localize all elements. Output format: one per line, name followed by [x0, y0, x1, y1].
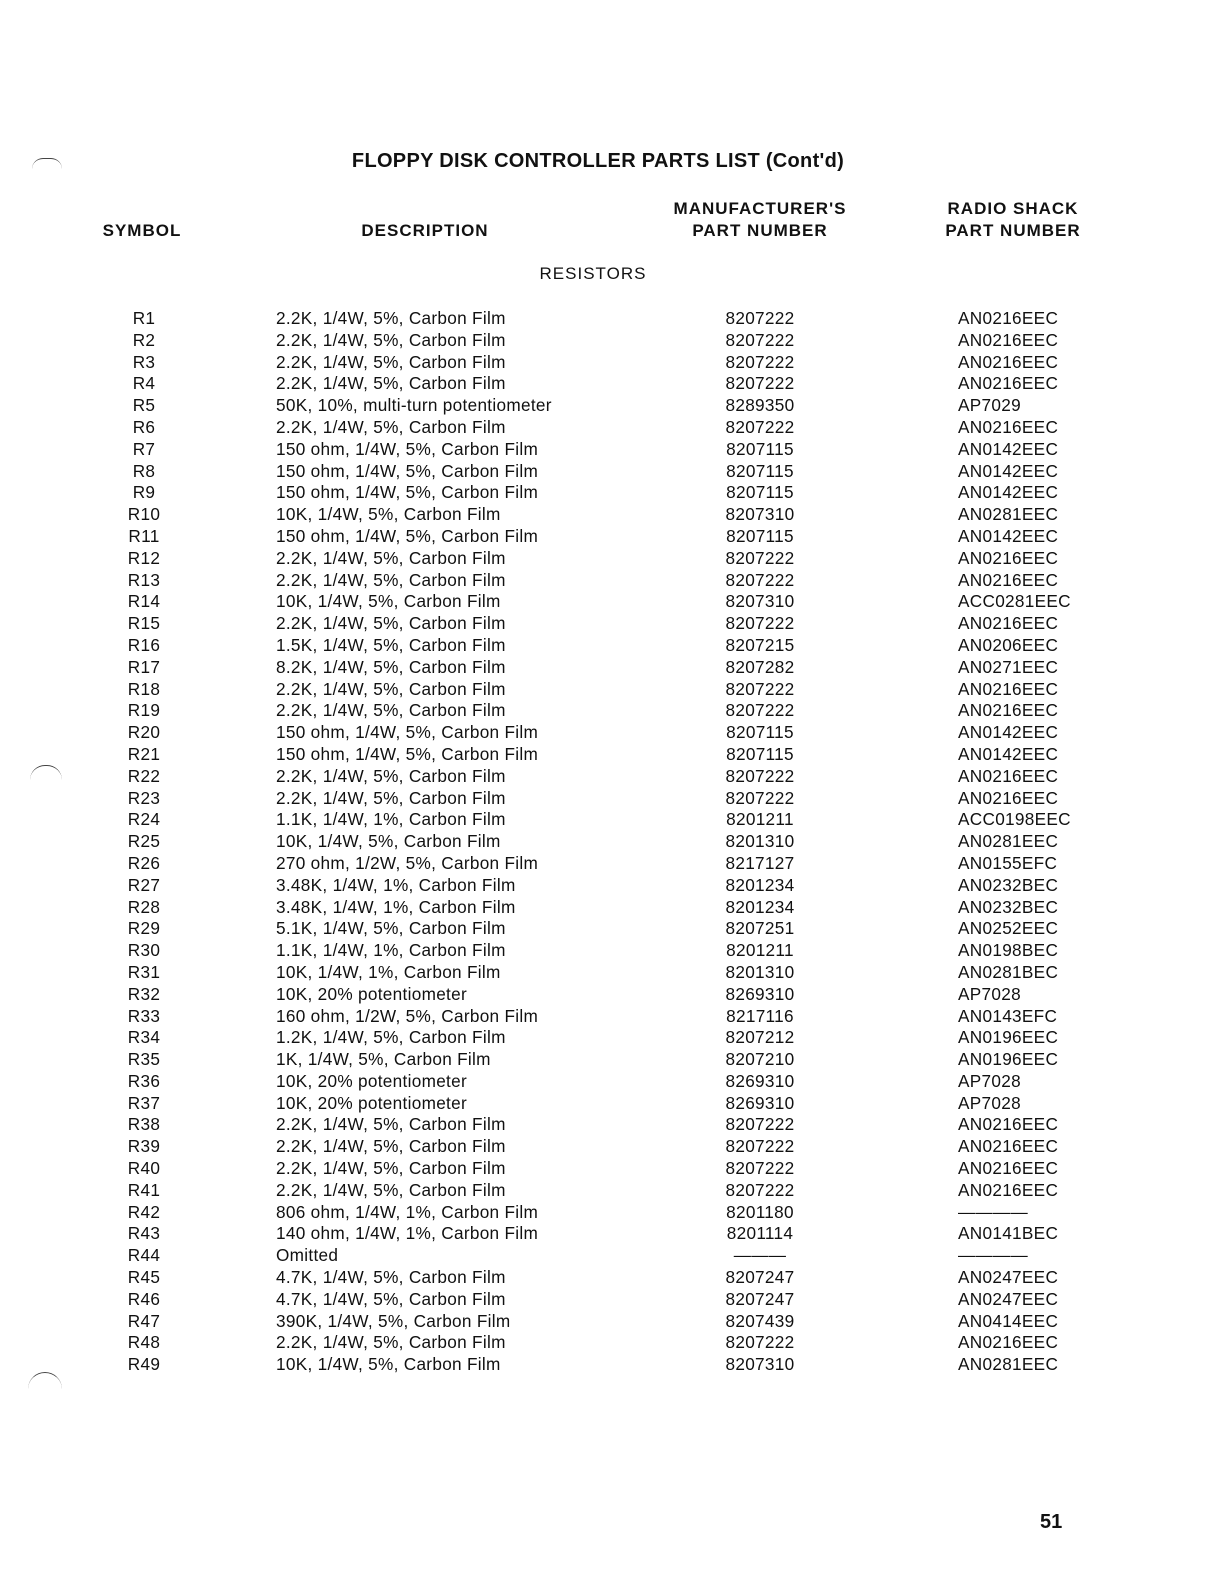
description-cell: 150 ohm, 1/4W, 5%, Carbon Film [276, 743, 539, 764]
radioshack-part-number-cell: AN0232BEC [958, 896, 1059, 917]
radioshack-part-number-cell: AN0281EEC [958, 1354, 1059, 1375]
table-row [0, 918, 1224, 940]
manufacturer-part-number-cell: 8207222 [725, 765, 795, 786]
radioshack-part-number-cell: AP7029 [958, 395, 1021, 416]
table-row [0, 373, 1224, 395]
table-row [0, 853, 1224, 875]
radioshack-part-number-cell: AN0414EEC [958, 1310, 1059, 1331]
manufacturer-part-number-cell: 8207222 [725, 329, 795, 350]
description-cell: 1.1K, 1/4W, 1%, Carbon Film [276, 940, 506, 961]
description-cell: 2.2K, 1/4W, 5%, Carbon Film [276, 678, 506, 699]
manufacturer-part-number-cell: 8207251 [725, 918, 795, 939]
manufacturer-part-number-cell: 8207212 [725, 1027, 795, 1048]
radioshack-part-number-cell: AN0216EEC [958, 373, 1059, 394]
parts-table [0, 308, 1224, 1376]
manufacturer-part-number-cell: 8217116 [726, 1005, 794, 1026]
manufacturer-part-number-cell: 8201114 [726, 1223, 794, 1244]
table-row [0, 1354, 1224, 1376]
description-cell: 270 ohm, 1/2W, 5%, Carbon Film [276, 852, 539, 873]
manufacturer-part-number-cell: 8207222 [725, 351, 795, 372]
symbol-cell: R46 [127, 1288, 161, 1309]
manufacturer-part-number-cell: 8207115 [726, 460, 794, 481]
description-cell: 10K, 1/4W, 1%, Carbon Film [276, 961, 501, 982]
description-cell: 10K, 20% potentiometer [276, 1070, 468, 1091]
column-header-manufacturer-part-number [640, 198, 880, 242]
manufacturer-part-number-cell: 8207115 [726, 525, 794, 546]
radioshack-part-number-cell: AN0247EEC [958, 1267, 1059, 1288]
radioshack-part-number-cell: AN0252EEC [958, 918, 1059, 939]
radioshack-part-number-cell: AN0143EFC [958, 1005, 1058, 1026]
manufacturer-part-number-cell: 8207222 [725, 700, 795, 721]
symbol-cell: R2 [132, 329, 156, 350]
description-cell: 2.2K, 1/4W, 5%, Carbon Film [276, 329, 506, 350]
manufacturer-part-number-cell: 8207222 [725, 547, 795, 568]
manufacturer-part-number-cell: 8207222 [725, 678, 795, 699]
symbol-cell: R12 [127, 547, 161, 568]
column-header-symbol-text: SYMBOL [102, 221, 182, 240]
radioshack-part-number-cell: AN0216EEC [958, 569, 1059, 590]
radioshack-part-number-cell: AN0216EEC [958, 1136, 1059, 1157]
symbol-cell: R30 [127, 940, 161, 961]
radioshack-part-number-cell: AN0142EEC [958, 743, 1059, 764]
radioshack-part-number-cell: AN0142EEC [958, 460, 1059, 481]
symbol-cell: R37 [127, 1092, 161, 1113]
symbol-cell: R18 [127, 678, 161, 699]
table-row [0, 1114, 1224, 1136]
symbol-cell: R16 [127, 634, 161, 655]
symbol-cell: R7 [132, 438, 156, 459]
symbol-cell: R25 [127, 831, 161, 852]
manufacturer-part-number-cell: 8201211 [726, 940, 794, 961]
page-title: FLOPPY DISK CONTROLLER PARTS LIST (Cont'd) [351, 150, 845, 172]
radioshack-part-number-cell: AN0196EEC [958, 1027, 1059, 1048]
symbol-cell: R22 [127, 765, 161, 786]
radioshack-part-number-cell: AP7028 [958, 983, 1021, 1004]
description-cell: 2.2K, 1/4W, 5%, Carbon Film [276, 547, 506, 568]
radioshack-part-number-cell: AN0281BEC [958, 961, 1059, 982]
radioshack-part-number-cell: AP7028 [958, 1070, 1021, 1091]
table-row [0, 1158, 1224, 1180]
table-row [0, 635, 1224, 657]
manufacturer-part-number-cell: 8201234 [725, 874, 795, 895]
column-header-manufacturer-line1: MANUFACTURER'S [673, 199, 847, 218]
table-row [0, 591, 1224, 613]
radioshack-part-number-cell: ———— [958, 1245, 1028, 1266]
column-header-radioshack-part-number [900, 198, 1126, 242]
description-cell: 2.2K, 1/4W, 5%, Carbon Film [276, 1136, 506, 1157]
manufacturer-part-number-cell: 8207310 [725, 1354, 795, 1375]
radioshack-part-number-cell: AN0206EEC [958, 634, 1059, 655]
table-row [0, 1311, 1224, 1333]
radioshack-part-number-cell: AN0281EEC [958, 504, 1059, 525]
radioshack-part-number-cell: AN0216EEC [958, 351, 1059, 372]
symbol-cell: R28 [127, 896, 161, 917]
manufacturer-part-number-cell: 8207222 [725, 613, 795, 634]
radioshack-part-number-cell: AN0281EEC [958, 831, 1059, 852]
description-cell: 140 ohm, 1/4W, 1%, Carbon Film [276, 1223, 539, 1244]
symbol-cell: R11 [128, 525, 160, 546]
radioshack-part-number-cell: AN0216EEC [958, 787, 1059, 808]
description-cell: 2.2K, 1/4W, 5%, Carbon Film [276, 1158, 506, 1179]
description-cell: 3.48K, 1/4W, 1%, Carbon Film [276, 874, 516, 895]
manufacturer-part-number-cell: 8289350 [725, 395, 795, 416]
description-cell: 2.2K, 1/4W, 5%, Carbon Film [276, 373, 506, 394]
symbol-cell: R9 [132, 482, 156, 503]
symbol-cell: R13 [127, 569, 161, 590]
manufacturer-part-number-cell: 8201310 [725, 961, 795, 982]
radioshack-part-number-cell: AN0247EEC [958, 1288, 1059, 1309]
symbol-cell: R5 [132, 395, 156, 416]
manufacturer-part-number-cell: 8207115 [726, 743, 794, 764]
description-cell: 806 ohm, 1/4W, 1%, Carbon Film [276, 1201, 539, 1222]
symbol-cell: R26 [127, 852, 161, 873]
radioshack-part-number-cell: AN0216EEC [958, 1158, 1059, 1179]
table-row [0, 330, 1224, 352]
description-cell: 2.2K, 1/4W, 5%, Carbon Film [276, 1332, 506, 1353]
symbol-cell: R40 [127, 1158, 161, 1179]
radioshack-part-number-cell: ACC0198EEC [958, 809, 1071, 830]
symbol-cell: R4 [132, 373, 156, 394]
description-cell: 50K, 10%, multi-turn potentiometer [276, 395, 552, 416]
symbol-cell: R29 [127, 918, 161, 939]
table-row [0, 1180, 1224, 1202]
table-row [0, 788, 1224, 810]
radioshack-part-number-cell: ———— [958, 1201, 1028, 1222]
table-row [0, 439, 1224, 461]
description-cell: 3.48K, 1/4W, 1%, Carbon Film [276, 896, 516, 917]
manufacturer-part-number-cell: 8207247 [725, 1267, 795, 1288]
symbol-cell: R8 [132, 460, 156, 481]
description-cell: 10K, 1/4W, 5%, Carbon Film [276, 831, 501, 852]
symbol-cell: R6 [132, 416, 156, 437]
table-row [0, 548, 1224, 570]
radioshack-part-number-cell: AN0271EEC [958, 656, 1059, 677]
symbol-cell: R35 [127, 1049, 161, 1070]
column-header-manufacturer-line2: PART NUMBER [692, 221, 828, 240]
radioshack-part-number-cell: AN0216EEC [958, 329, 1059, 350]
table-row [0, 461, 1224, 483]
table-row [0, 1267, 1224, 1289]
description-cell: 2.2K, 1/4W, 5%, Carbon Film [276, 787, 506, 808]
manufacturer-part-number-cell: 8207247 [725, 1288, 795, 1309]
radioshack-part-number-cell: AN0142EEC [958, 438, 1059, 459]
radioshack-part-number-cell: AN0198BEC [958, 940, 1059, 961]
symbol-cell: R1 [132, 308, 156, 328]
symbol-cell: R24 [127, 809, 161, 830]
manufacturer-part-number-cell: 8201180 [726, 1201, 794, 1222]
radioshack-part-number-cell: AN0216EEC [958, 1114, 1059, 1135]
manufacturer-part-number-cell: 8207222 [725, 1158, 795, 1179]
description-cell: 10K, 1/4W, 5%, Carbon Film [276, 1354, 501, 1375]
description-cell: 150 ohm, 1/4W, 5%, Carbon Film [276, 460, 539, 481]
table-row [0, 1223, 1224, 1245]
radioshack-part-number-cell: AN0196EEC [958, 1049, 1059, 1070]
manufacturer-part-number-cell: 8201234 [725, 896, 795, 917]
radioshack-part-number-cell: AN0216EEC [958, 678, 1059, 699]
symbol-cell: R19 [127, 700, 161, 721]
table-row [0, 395, 1224, 417]
description-cell: 150 ohm, 1/4W, 5%, Carbon Film [276, 438, 539, 459]
manufacturer-part-number-cell: 8269310 [725, 1092, 795, 1113]
symbol-cell: R3 [132, 351, 156, 372]
symbol-cell: R45 [127, 1267, 161, 1288]
table-row [0, 417, 1224, 439]
table-row [0, 722, 1224, 744]
symbol-cell: R39 [127, 1136, 161, 1157]
table-row [0, 1027, 1224, 1049]
description-cell: 1K, 1/4W, 5%, Carbon Film [276, 1049, 491, 1070]
table-row [0, 1071, 1224, 1093]
symbol-cell: R23 [127, 787, 161, 808]
description-cell: 10K, 20% potentiometer [276, 1092, 468, 1113]
table-row [0, 657, 1224, 679]
description-cell: 8.2K, 1/4W, 5%, Carbon Film [276, 656, 506, 677]
symbol-cell: R38 [127, 1114, 161, 1135]
symbol-cell: R49 [127, 1354, 161, 1375]
table-row [0, 352, 1224, 374]
radioshack-part-number-cell: AP7028 [958, 1092, 1021, 1113]
table-row [0, 504, 1224, 526]
radioshack-part-number-cell: AN0232BEC [958, 874, 1059, 895]
radioshack-part-number-cell: AN0216EEC [958, 765, 1059, 786]
radioshack-part-number-cell: AN0216EEC [958, 700, 1059, 721]
radioshack-part-number-cell: AN0216EEC [958, 308, 1059, 328]
symbol-cell: R41 [127, 1179, 161, 1200]
column-header-radioshack-line2: PART NUMBER [945, 221, 1081, 240]
radioshack-part-number-cell: AN0216EEC [958, 1179, 1059, 1200]
radioshack-part-number-cell: ACC0281EEC [958, 591, 1071, 612]
manufacturer-part-number-cell: ——— [733, 1245, 787, 1266]
table-row [0, 308, 1224, 330]
manufacturer-part-number-cell: 8207222 [725, 1332, 795, 1353]
manufacturer-part-number-cell: 8207215 [725, 634, 795, 655]
radioshack-part-number-cell: AN0155EFC [958, 852, 1058, 873]
table-row [0, 700, 1224, 722]
table-row [0, 526, 1224, 548]
manufacturer-part-number-cell: 8207222 [725, 787, 795, 808]
column-header-description-text: DESCRIPTION [361, 221, 489, 240]
manufacturer-part-number-cell: 8207222 [725, 373, 795, 394]
table-row [0, 766, 1224, 788]
table-row [0, 809, 1224, 831]
manufacturer-part-number-cell: 8207310 [725, 591, 795, 612]
table-row [0, 831, 1224, 853]
manufacturer-part-number-cell: 8207222 [725, 308, 795, 328]
symbol-cell: R27 [127, 874, 161, 895]
description-cell: 2.2K, 1/4W, 5%, Carbon Film [276, 308, 506, 328]
table-row [0, 482, 1224, 504]
description-cell: 5.1K, 1/4W, 5%, Carbon Film [276, 918, 506, 939]
table-row [0, 1049, 1224, 1071]
manufacturer-part-number-cell: 8207282 [725, 656, 795, 677]
description-cell: Omitted [276, 1245, 339, 1266]
symbol-cell: R32 [127, 983, 161, 1004]
symbol-cell: R31 [127, 961, 161, 982]
margin-mark [32, 158, 62, 169]
manufacturer-part-number-cell: 8217127 [725, 852, 795, 873]
table-row [0, 613, 1224, 635]
manufacturer-part-number-cell: 8269310 [725, 983, 795, 1004]
description-cell: 1.1K, 1/4W, 1%, Carbon Film [276, 809, 506, 830]
table-row [0, 940, 1224, 962]
description-cell: 150 ohm, 1/4W, 5%, Carbon Film [276, 525, 539, 546]
manufacturer-part-number-cell: 8201310 [725, 831, 795, 852]
table-row [0, 744, 1224, 766]
table-row [0, 897, 1224, 919]
description-cell: 390K, 1/4W, 5%, Carbon Film [276, 1310, 511, 1331]
radioshack-part-number-cell: AN0216EEC [958, 613, 1059, 634]
manufacturer-part-number-cell: 8207222 [725, 416, 795, 437]
manufacturer-part-number-cell: 8207115 [726, 438, 794, 459]
description-cell: 2.2K, 1/4W, 5%, Carbon Film [276, 1179, 506, 1200]
symbol-cell: R21 [127, 743, 161, 764]
manufacturer-part-number-cell: 8207115 [726, 482, 794, 503]
manufacturer-part-number-cell: 8207115 [726, 722, 794, 743]
description-cell: 2.2K, 1/4W, 5%, Carbon Film [276, 1114, 506, 1135]
symbol-cell: R10 [127, 504, 161, 525]
description-cell: 10K, 20% potentiometer [276, 983, 468, 1004]
table-row [0, 1006, 1224, 1028]
radioshack-part-number-cell: AN0142EEC [958, 722, 1059, 743]
description-cell: 4.7K, 1/4W, 5%, Carbon Film [276, 1267, 506, 1288]
manufacturer-part-number-cell: 8207222 [725, 1136, 795, 1157]
radioshack-part-number-cell: AN0142EEC [958, 482, 1059, 503]
table-row [0, 1245, 1224, 1267]
table-row [0, 1289, 1224, 1311]
description-cell: 1.2K, 1/4W, 5%, Carbon Film [276, 1027, 506, 1048]
column-header-radioshack-line1: RADIO SHACK [947, 199, 1079, 218]
table-row [0, 1332, 1224, 1354]
description-cell: 150 ohm, 1/4W, 5%, Carbon Film [276, 722, 539, 743]
symbol-cell: R15 [127, 613, 161, 634]
description-cell: 1.5K, 1/4W, 5%, Carbon Film [276, 634, 506, 655]
manufacturer-part-number-cell: 8207210 [725, 1049, 795, 1070]
radioshack-part-number-cell: AN0142EEC [958, 525, 1059, 546]
description-cell: 2.2K, 1/4W, 5%, Carbon Film [276, 569, 506, 590]
symbol-cell: R36 [127, 1070, 161, 1091]
table-row [0, 962, 1224, 984]
manufacturer-part-number-cell: 8207222 [725, 1114, 795, 1135]
manufacturer-part-number-cell: 8269310 [725, 1070, 795, 1091]
symbol-cell: R20 [127, 722, 161, 743]
description-cell: 2.2K, 1/4W, 5%, Carbon Film [276, 613, 506, 634]
table-row [0, 1136, 1224, 1158]
manufacturer-part-number-cell: 8201211 [726, 809, 794, 830]
radioshack-part-number-cell: AN0216EEC [958, 416, 1059, 437]
radioshack-part-number-cell: AN0141BEC [958, 1223, 1059, 1244]
symbol-cell: R42 [127, 1201, 161, 1222]
table-row [0, 984, 1224, 1006]
radioshack-part-number-cell: AN0216EEC [958, 1332, 1059, 1353]
description-cell: 2.2K, 1/4W, 5%, Carbon Film [276, 700, 506, 721]
page-number: 51 [1040, 1511, 1063, 1533]
section-title-resistors: RESISTORS [539, 264, 647, 283]
table-row [0, 875, 1224, 897]
symbol-cell: R33 [127, 1005, 161, 1026]
description-cell: 150 ohm, 1/4W, 5%, Carbon Film [276, 482, 539, 503]
manufacturer-part-number-cell: 8207310 [725, 504, 795, 525]
description-cell: 2.2K, 1/4W, 5%, Carbon Film [276, 416, 506, 437]
manufacturer-part-number-cell: 8207222 [725, 569, 795, 590]
symbol-cell: R34 [127, 1027, 161, 1048]
symbol-cell: R17 [127, 656, 161, 677]
description-cell: 2.2K, 1/4W, 5%, Carbon Film [276, 351, 506, 372]
manufacturer-part-number-cell: 8207439 [725, 1310, 795, 1331]
column-header-symbol [80, 220, 204, 242]
symbol-cell: R47 [127, 1310, 161, 1331]
symbol-cell: R14 [127, 591, 161, 612]
description-cell: 4.7K, 1/4W, 5%, Carbon Film [276, 1288, 506, 1309]
table-row [0, 1093, 1224, 1115]
description-cell: 10K, 1/4W, 5%, Carbon Film [276, 591, 501, 612]
description-cell: 2.2K, 1/4W, 5%, Carbon Film [276, 765, 506, 786]
symbol-cell: R43 [127, 1223, 161, 1244]
table-row [0, 1202, 1224, 1224]
table-row [0, 679, 1224, 701]
column-header-description [300, 220, 550, 242]
symbol-cell: R48 [127, 1332, 161, 1353]
description-cell: 160 ohm, 1/2W, 5%, Carbon Film [276, 1005, 539, 1026]
table-row [0, 570, 1224, 592]
description-cell: 10K, 1/4W, 5%, Carbon Film [276, 504, 501, 525]
manufacturer-part-number-cell: 8207222 [725, 1179, 795, 1200]
radioshack-part-number-cell: AN0216EEC [958, 547, 1059, 568]
symbol-cell: R44 [127, 1245, 161, 1266]
